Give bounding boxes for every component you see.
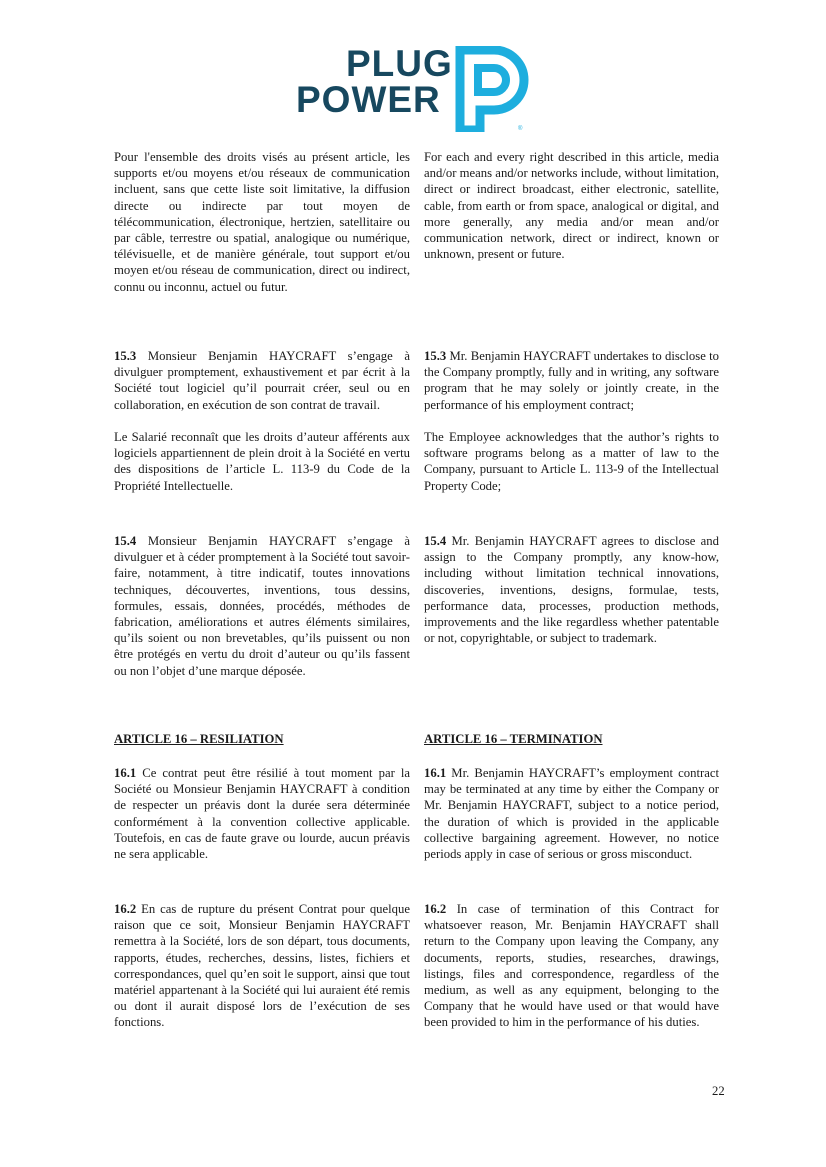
clause-number: 15.3	[424, 349, 447, 363]
article-16-heading-fr: ARTICLE 16 – RESILIATION	[114, 732, 284, 746]
clause-15-3-fr	[114, 348, 410, 413]
clause-number: 15.3	[114, 349, 137, 363]
clause-number: 16.2	[424, 902, 447, 916]
clause-15-3-en	[424, 348, 719, 413]
clause-text: In case of termination of this Contract for whatsoever reason, Mr. Benjamin HAYCRAFT shall return to the Company upon leaving the Company, any documents, reports, studies, researches, drawings, listings, files and correspondence, regardless of the medium, as well as any equipment, belonging to the Company that he would have used or that would have been provided to him in the performance of his duties.	[424, 902, 719, 1030]
clause-15-4-fr	[114, 533, 410, 679]
clause-15-4-en	[424, 533, 719, 646]
logo-line-1: PLUG	[346, 43, 453, 84]
clause-15-3-fr-p2: Le Salarié reconnaît que les droits d’auteur afférents aux logiciels appartiennent de plein droit à la Société en vertu des dispositions de l’article L. 113-9 du Code de la Propriété Intellectuelle.	[114, 430, 410, 493]
clause-16-2-en	[424, 901, 719, 1031]
clause-text: Mr. Benjamin HAYCRAFT’s employment contract may be terminated at any time by either the Company or Mr. Benjamin HAYCRAFT, subject to a notice period, the duration of which is provided in the applicable collective bargaining agreement. However, no notice periods apply in case of serious or gross misconduct.	[424, 766, 719, 862]
clause-number: 16.2	[114, 902, 137, 916]
clause-number: 15.4	[114, 534, 137, 548]
page-number: 22	[712, 1084, 725, 1098]
clause-number: 15.4	[424, 534, 447, 548]
clause-text: Monsieur Benjamin HAYCRAFT s’engage à divulguer promptement, exhaustivement et par écrit à la Société tout logiciel qu’il pourrait créer, seul ou en collaboration, en exécution de son contrat de travail.	[114, 349, 410, 412]
clause-15-3-en-p2: The Employee acknowledges that the author’s rights to software programs belong as a matter of law to the Company, pursuant to Article L. 113-9 of the Intellectual Property Code;	[424, 430, 719, 493]
company-logo	[296, 43, 532, 132]
plug-power-p-mark-icon	[450, 46, 532, 132]
intro-paragraph-fr: Pour l'ensemble des droits visés au présent article, les supports et/ou moyens et/ou réseaux de communication incluent, sans que cette liste soit limitative, la diffusion directe ou indirecte par tout moyen de télécommunication, électronique, hertzien, satellitaire ou par câble, terrestre ou spatial, analogique ou numérique, télévisuelle, et de manière générale, tout support et/ou moyen et/ou réseau de communication, direct ou indirect, connu ou inconnu, actuel ou futur.	[114, 150, 410, 294]
intro-paragraph-en: For each and every right described in this article, media and/or means and/or networks include, without limitation, direct or indirect broadcast, either electronic, satellite, cable, from earth or from space, analogical or digital, and more generally, any media and/or mean and/or communication network, direct or indirect, known or unknown, present or future.	[424, 150, 719, 262]
article-16-heading-en: ARTICLE 16 – TERMINATION	[424, 732, 603, 746]
clause-16-1-fr	[114, 765, 410, 862]
clause-text: En cas de rupture du présent Contrat pour quelque raison que ce soit, Monsieur Benjamin HAYCRAFT remettra à la Société, lors de son départ, tous documents, rapports, études, recherches, dessins, listes, fichiers et correspondances, quel qu’en soit le support, ainsi que tout matériel appartenant à la Société qui lui auraient été remis ou dont il aurait disposé lors de l’exécution de ses fonctions.	[114, 902, 410, 1030]
clause-16-2-fr	[114, 901, 410, 1031]
clause-text: Monsieur Benjamin HAYCRAFT s’engage à divulguer et à céder promptement à la Société tout savoir-faire, notamment, à titre indicatif, toutes innovations techniques, découvertes, inventions, tous dessins, formules, essais, données, procédés, méthodes de fabrication, améliorations et autres éléments similaires, qu’ils soient ou non brevetables, qu’ils puissent ou non être protégés en vertu du droit d’auteur ou qu’ils fassent ou non l’objet d’une marque déposée.	[114, 534, 410, 678]
logo-wordmark	[296, 43, 456, 120]
clause-number: 16.1	[424, 766, 447, 780]
clause-text: Ce contrat peut être résilié à tout moment par la Société ou Monsieur Benjamin HAYCRAFT à condition de respecter un préavis dont la durée sera déterminée conformément à la convention collective applicable. Toutefois, en cas de faute grave ou lourde, aucun préavis ne sera applicable.	[114, 766, 410, 862]
logo-line-2: POWER	[296, 79, 441, 120]
clause-text: Mr. Benjamin HAYCRAFT undertakes to disclose to the Company promptly, fully and in writing, any software program that he may solely or jointly create, in the performance of his employment contract;	[424, 349, 719, 412]
clause-number: 16.1	[114, 766, 137, 780]
clause-16-1-en	[424, 765, 719, 862]
clause-text: Mr. Benjamin HAYCRAFT agrees to disclose and assign to the Company promptly, any know-how, including without limitation technical innovations, discoveries, inventions, designs, formulae, tests, performance data, processes, production methods, improvements and the like regardless whether patentable or not, copyrightable, or subject to trademark.	[424, 534, 719, 646]
svg-text:®: ®	[518, 126, 523, 132]
